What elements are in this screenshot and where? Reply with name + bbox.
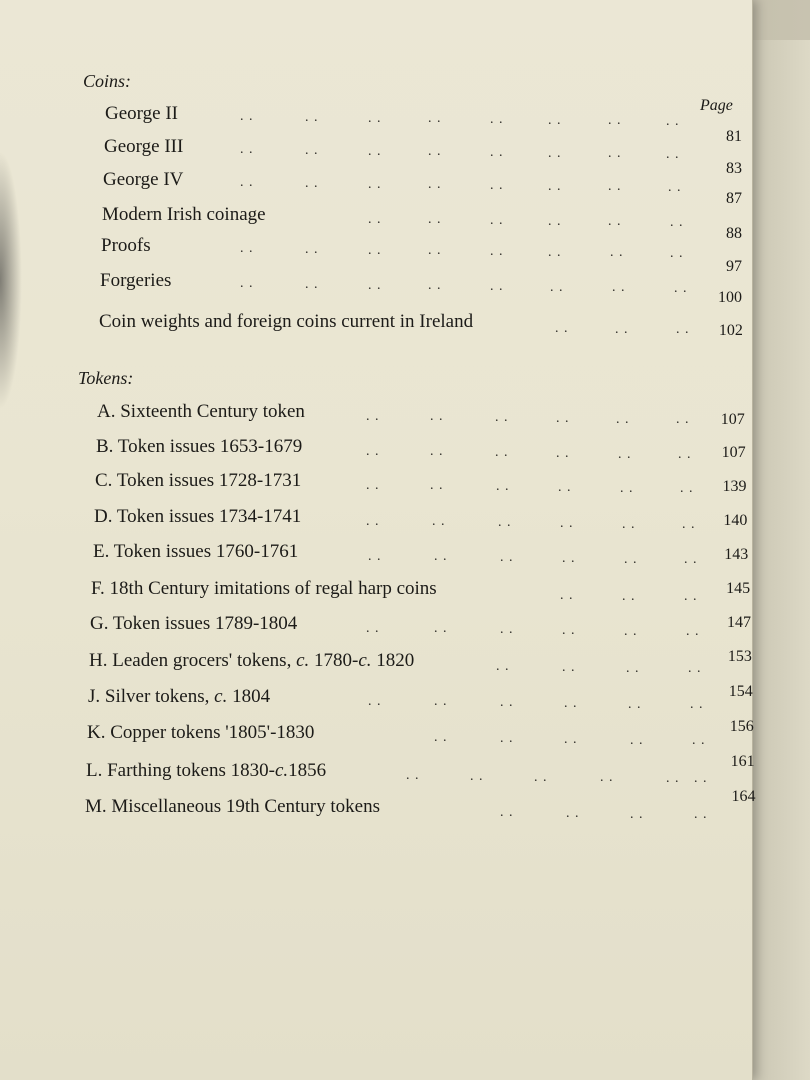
dot-leader: . . bbox=[366, 477, 380, 493]
finger-shadow bbox=[0, 150, 22, 410]
dot-leader: . . bbox=[490, 213, 504, 228]
dot-leader: . . bbox=[548, 244, 562, 260]
dot-leader: . . bbox=[496, 479, 510, 495]
dot-leader: . . bbox=[626, 660, 640, 676]
entry-title: E. Token issues 1760-1761 bbox=[93, 541, 299, 562]
dot-leader: . . bbox=[630, 732, 644, 748]
page-number: 81 bbox=[726, 128, 742, 145]
dot-leader: . . bbox=[688, 661, 702, 677]
dot-leader: . . bbox=[490, 244, 504, 259]
dot-leader: . . bbox=[560, 587, 574, 603]
page-number: 100 bbox=[718, 289, 742, 306]
dot-leader: . . bbox=[368, 242, 382, 258]
dot-leader: . . bbox=[368, 110, 382, 126]
entry-title: A. Sixteenth Century token bbox=[97, 401, 305, 422]
dot-leader: . . bbox=[620, 480, 634, 496]
tokens-heading: Tokens: bbox=[78, 368, 134, 388]
dot-leader: . . bbox=[670, 215, 684, 231]
entry-title: K. Copper tokens '1805'-1830 bbox=[87, 722, 315, 743]
page-number: 161 bbox=[730, 753, 755, 770]
coins-heading: Coins: bbox=[83, 71, 132, 91]
entry-title: F. 18th Century imitations of regal harp coins bbox=[91, 578, 437, 599]
dot-leader: . . bbox=[490, 145, 504, 160]
entry-title: Modern Irish coinage bbox=[102, 204, 266, 225]
dot-leader: . . bbox=[366, 443, 380, 459]
dot-leader: . . bbox=[616, 411, 630, 427]
dot-leader: . . bbox=[564, 731, 578, 747]
dot-leader: . . bbox=[434, 549, 448, 565]
page-number: 139 bbox=[722, 478, 747, 495]
page-number: 88 bbox=[726, 225, 742, 242]
page-number: 145 bbox=[726, 580, 751, 597]
dot-leader: . . bbox=[624, 551, 638, 567]
dot-leader: . . bbox=[368, 143, 382, 159]
page-column-heading: Page bbox=[700, 97, 733, 114]
dot-leader: . . bbox=[684, 589, 698, 605]
dot-leader: . . bbox=[305, 142, 319, 158]
dot-leader: . . bbox=[556, 445, 570, 461]
dot-leader: . . bbox=[630, 806, 644, 822]
dot-leader: . . bbox=[432, 514, 446, 530]
page-number: 83 bbox=[726, 160, 742, 177]
dot-leader: . . bbox=[608, 214, 622, 230]
entry-title: George III bbox=[104, 136, 184, 157]
dot-leader: . . bbox=[560, 515, 574, 531]
dot-leader: . . bbox=[368, 211, 382, 227]
dot-leader: . . bbox=[692, 733, 706, 749]
dot-leader: . . bbox=[434, 621, 448, 637]
entry-title: George IV bbox=[103, 169, 184, 190]
dot-leader: . . bbox=[500, 805, 514, 821]
dot-leader: . . bbox=[240, 276, 254, 291]
dot-leader: . . bbox=[608, 179, 622, 195]
dot-leader: . . bbox=[406, 767, 420, 783]
entry-title: H. Leaden grocers' tokens, c. 1780-c. 1820 bbox=[89, 650, 415, 671]
dot-leader: . . bbox=[666, 771, 680, 787]
dot-leader: . . bbox=[562, 659, 576, 675]
entry-title: B. Token issues 1653-1679 bbox=[96, 436, 303, 457]
dot-leader: . . bbox=[608, 146, 622, 162]
dot-leader: . . bbox=[678, 447, 692, 463]
dot-leader: . . bbox=[490, 178, 504, 193]
dot-leader: . . bbox=[558, 479, 572, 495]
dot-leader: . . bbox=[240, 109, 254, 124]
dot-leader: . . bbox=[562, 550, 576, 566]
dot-leader: . . bbox=[496, 659, 510, 675]
page-number: 107 bbox=[721, 444, 746, 461]
dot-leader: . . bbox=[368, 548, 382, 564]
dot-leader: . . bbox=[562, 622, 576, 638]
dot-leader: . . bbox=[686, 624, 700, 640]
dot-leader: . . bbox=[240, 175, 254, 190]
dot-leader: . . bbox=[694, 771, 708, 787]
page-number: 156 bbox=[729, 718, 754, 735]
dot-leader: . . bbox=[430, 444, 444, 460]
dot-leader: . . bbox=[682, 517, 696, 533]
dot-leader: . . bbox=[612, 280, 626, 296]
page-number: 164 bbox=[731, 788, 756, 805]
page-number: 102 bbox=[718, 322, 743, 339]
dot-leader: . . bbox=[500, 622, 514, 638]
dot-leader: . . bbox=[676, 412, 690, 428]
entry-title: G. Token issues 1789-1804 bbox=[90, 613, 298, 634]
dot-leader: . . bbox=[622, 588, 636, 604]
dot-leader: . . bbox=[615, 321, 629, 337]
dot-leader: . . bbox=[628, 696, 642, 712]
dot-leader: . . bbox=[618, 446, 632, 462]
entry-title: George II bbox=[105, 103, 178, 124]
dot-leader: . . bbox=[548, 213, 562, 229]
dot-leader: . . bbox=[622, 516, 636, 532]
dot-leader: . . bbox=[428, 212, 442, 228]
page-number: 97 bbox=[726, 258, 742, 275]
dot-leader: . . bbox=[610, 245, 624, 261]
dot-leader: . . bbox=[548, 145, 562, 161]
dot-leader: . . bbox=[690, 697, 704, 713]
dot-leader: . . bbox=[555, 320, 569, 336]
dot-leader: . . bbox=[498, 515, 512, 531]
dot-leader: . . bbox=[500, 731, 514, 747]
dot-leader: . . bbox=[240, 142, 254, 157]
dot-leader: . . bbox=[305, 241, 319, 257]
page-number: 143 bbox=[724, 546, 749, 563]
dot-leader: . . bbox=[428, 111, 442, 127]
page-number: 140 bbox=[723, 512, 748, 529]
page-number: 153 bbox=[727, 648, 752, 665]
dot-leader: . . bbox=[434, 694, 448, 710]
dot-leader: . . bbox=[548, 112, 562, 128]
entry-title: M. Miscellaneous 19th Century tokens bbox=[85, 796, 380, 817]
dot-leader: . . bbox=[495, 410, 509, 426]
dot-leader: . . bbox=[430, 409, 444, 425]
dot-leader: . . bbox=[666, 147, 680, 163]
dot-leader: . . bbox=[550, 279, 564, 295]
dot-leader: . . bbox=[680, 481, 694, 497]
dot-leader: . . bbox=[368, 693, 382, 709]
dot-leader: . . bbox=[305, 109, 319, 125]
entry-title: Forgeries bbox=[100, 270, 172, 291]
page-number: 107 bbox=[720, 411, 745, 428]
entry-title: Proofs bbox=[101, 235, 151, 256]
dot-leader: . . bbox=[676, 322, 690, 338]
dot-leader: . . bbox=[674, 281, 688, 297]
page-number: 87 bbox=[726, 190, 742, 207]
dot-leader: . . bbox=[670, 246, 684, 262]
dot-leader: . . bbox=[305, 276, 319, 292]
dot-leader: . . bbox=[566, 805, 580, 821]
dot-leader: . . bbox=[668, 180, 682, 196]
dot-leader: . . bbox=[600, 770, 614, 786]
dot-leader: . . bbox=[428, 177, 442, 193]
dot-leader: . . bbox=[428, 243, 442, 259]
dot-leader: . . bbox=[428, 278, 442, 294]
page-number: 147 bbox=[727, 614, 751, 631]
page-number: 154 bbox=[728, 683, 753, 700]
entry-title: D. Token issues 1734-1741 bbox=[94, 506, 302, 527]
dot-leader: . . bbox=[240, 241, 254, 256]
dot-leader: . . bbox=[434, 730, 448, 746]
dot-leader: . . bbox=[564, 695, 578, 711]
dot-leader: . . bbox=[366, 620, 380, 636]
dot-leader: . . bbox=[624, 623, 638, 639]
dot-leader: . . bbox=[534, 769, 548, 785]
dot-leader: . . bbox=[430, 478, 444, 494]
dot-leader: . . bbox=[368, 176, 382, 192]
entry-title: L. Farthing tokens 1830-c.1856 bbox=[86, 760, 327, 781]
dot-leader: . . bbox=[368, 277, 382, 293]
dot-leader: . . bbox=[428, 144, 442, 160]
entry-title: Coin weights and foreign coins current in Ireland bbox=[99, 311, 474, 332]
dot-leader: . . bbox=[500, 550, 514, 566]
dot-leader: . . bbox=[470, 768, 484, 784]
dot-leader: . . bbox=[305, 175, 319, 191]
dot-leader: . . bbox=[495, 445, 509, 461]
dot-leader: . . bbox=[500, 695, 514, 711]
dot-leader: . . bbox=[684, 552, 698, 568]
dot-leader: . . bbox=[694, 807, 708, 823]
dot-leader: . . bbox=[556, 410, 570, 426]
dot-leader: . . bbox=[366, 408, 380, 424]
dot-leader: . . bbox=[490, 279, 504, 294]
dot-leader: . . bbox=[608, 113, 622, 129]
entry-title: J. Silver tokens, c. 1804 bbox=[88, 686, 271, 707]
dot-leader: . . bbox=[490, 112, 504, 127]
dot-leader: . . bbox=[666, 114, 680, 130]
dot-leader: . . bbox=[548, 178, 562, 194]
dot-leader: . . bbox=[366, 513, 380, 529]
entry-title: C. Token issues 1728-1731 bbox=[95, 470, 302, 491]
adjacent-page bbox=[748, 40, 810, 1080]
